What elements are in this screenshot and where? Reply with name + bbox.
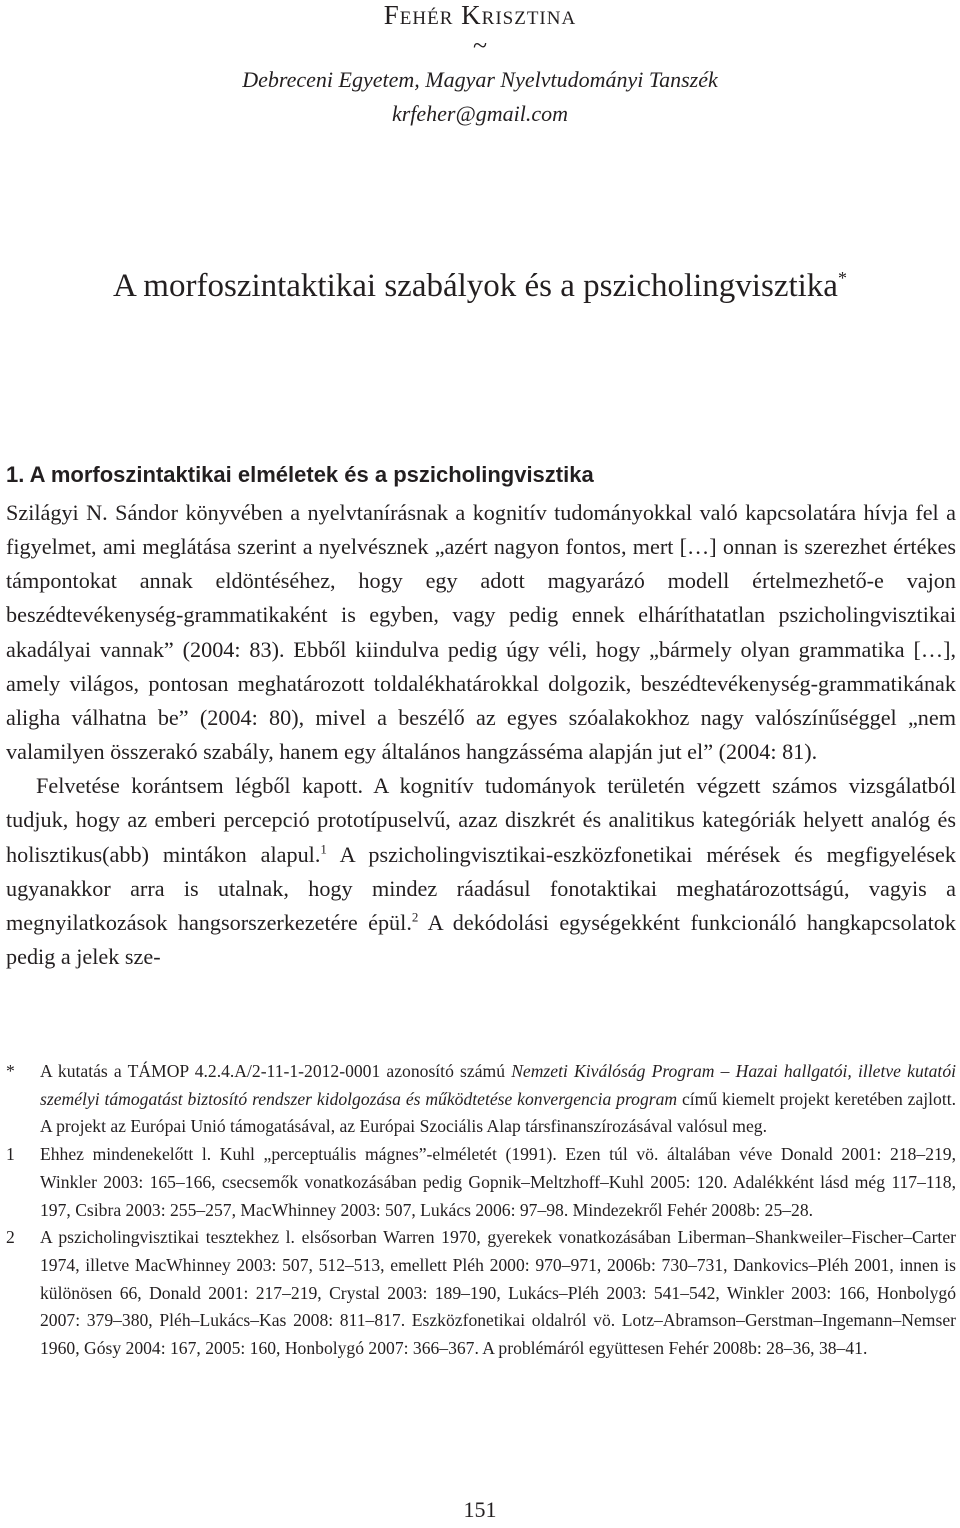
footnotes: [6, 1058, 956, 1363]
section-heading: 1. A morfoszintaktikai elméletek és a pszicholingvisztika: [6, 462, 594, 487]
paragraph-2-part-c: A dekódolási egységekként funkcionáló hangkapcsolatok pedig a jelek sze-: [6, 909, 956, 970]
footnote-text-cont: című kiemelt projekt keretében zajlott. A projekt az Európai Unió támogatásával, az Európai Szociális Alap társfinanszírozásával valósul meg.: [40, 1088, 956, 1137]
body-text: [6, 496, 956, 974]
footnote-text: A pszicholingvisztikai tesztekhez l. elsősorban Warren 1970, gyerekek vonatkozásában Liberman–Shankweiler–Fischer–Carter 1974, illetve MacWhinney 2003: 507, 512–513, emellett Pléh 2000: 970–971, 2006b: 730–731, Dankovics–Pléh 2001, innen is különösen 66, Donald 2001: 217–219, Crystal 2003: 189–190, Lukács–Pléh 2003: 541–542, Winkler 2003: 166, Honbolygó 2007: 379–380, Pléh–Lukács–Kas 2008: 811–817. Eszközfonetikai oldalról vö. Lotz–Abramson–Gerstman–Ingemann–Nemser 1960, Gósy 2004: 167, 2005: 160, Honbolygó 2007: 366–367. A problémáról együttesen Fehér 2008b: 28–36, 38–41.: [40, 1227, 956, 1359]
author-email[interactable]: krfeher@gmail.com: [391, 101, 569, 126]
title-footnote-mark[interactable]: *: [837, 268, 847, 288]
author-name: Fehér Krisztina: [383, 0, 577, 30]
flourish-ornament: ~: [472, 31, 488, 60]
footnote-program-name: Nemzeti Kiválóság Program – Hazai hallgatói, illetve kutatói személyi támogatást biztosító rendszer kidolgozása és működtetése konvergencia program: [40, 1061, 956, 1109]
article-title-text: A morfoszintaktikai szabályok és a pszicholingvisztika: [113, 268, 838, 304]
paragraph-2-part-b: A pszicholingvisztikai-eszközfonetikai mérések és megfigyelések ugyanakkor arra is utalnak, hogy mindez ráadásul fonotaktikai meghatározottságú, vagyis a megnyilatkozások hangsorszerkezetére épül.: [6, 841, 957, 935]
author-affiliation: Debreceni Egyetem, Magyar Nyelvtudományi Tanszék: [242, 67, 718, 92]
footnote-2: [6, 1224, 956, 1363]
page-number: 151: [463, 1497, 497, 1522]
footnote-mark: 1: [6, 1144, 15, 1165]
footnote-ref-1[interactable]: 1: [320, 841, 327, 857]
footnote-text: A kutatás a TÁMOP 4.2.4.A/2-11-1-2012-0001 azonosító számú: [40, 1061, 512, 1081]
paragraph-1: Szilágyi N. Sándor könyvében a nyelvtanírásnak a kognitív tudományokkal való kapcsolatára hívja fel a figyelmet, ami meglátása szerint a nyelvésznek „azért nagyon fontos, mert […] onnan is szerezhet értékes támpontokat annak eldöntéséhez, hogy egy adott magyarázó modell értelmezhető-e vajon beszédtevékenység-grammatikaként is egyben, vagy pedig ennek elháríthatatlan pszicholingvisztikai akadályai vannak” (2004: 83). Ebből kiindulva pedig úgy véli, hogy „bármely olyan grammatika […], amely világos, pontosan meghatározott toldalékhatárokkal dolgozik, beszédtevékenység-grammatikának aligha válhatna be” (2004: 80), mivel a beszélő az egyes szóalakokhoz nagy valószínűséggel „nem valamilyen összerakó szabály, hanem egy általános hangzásséma alapján jut el” (2004: 81).: [6, 500, 956, 765]
article-title: [0, 258, 960, 306]
footnote-1: [6, 1141, 956, 1224]
footnote-ref-2[interactable]: 2: [411, 909, 419, 925]
paragraph-2: [6, 769, 956, 974]
footnote-mark: 2: [6, 1227, 15, 1248]
footnote-star: [6, 1058, 956, 1141]
footnote-mark: *: [6, 1061, 15, 1081]
paragraph-2-part-a: Felvetése korántsem légből kapott. A kognitív tudományok területén végzett számos vizsgálatból tudjuk, hogy az emberi percepció prototípuselvű, azaz diszkrét és analitikus kategóriák helyett analóg és holisztikus(abb) mintákon alapul.: [6, 773, 956, 867]
footnote-text: Ehhez mindenekelőtt l. Kuhl „perceptuális mágnes”-elméletét (1991). Ezen túl vö. általában véve Donald 2001: 218–219, Winkler 2003: 165–166, csecsemők vonatkozásában pedig Gopnik–Meltzhoff–Kuhl 2005: 120. Adalékként lásd még 117–118, 197, Csibra 2003: 255–257, MacWhinney 2003: 507, Lukács 2006: 97–98. Mindezekről Fehér 2008b: 25–28.: [40, 1144, 956, 1220]
